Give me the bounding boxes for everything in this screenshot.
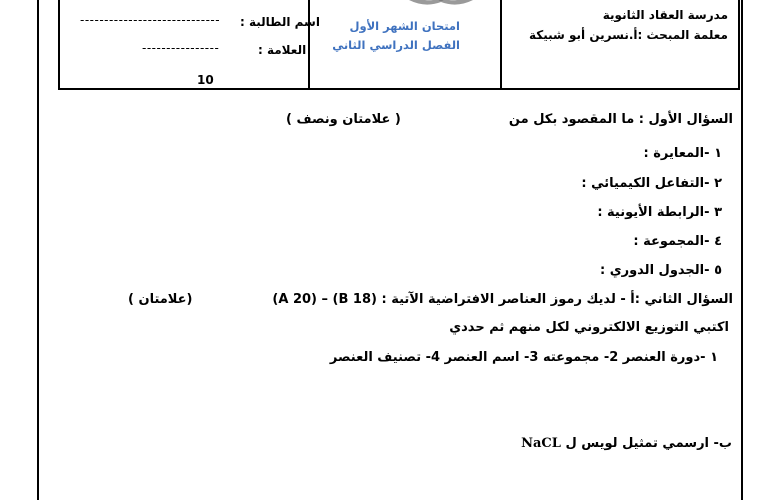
school-name: مدرسة العقاد الثانوية bbox=[602, 8, 728, 22]
q2-title bbox=[272, 292, 733, 307]
teacher-name: معلمة المبحث :أ.نسرين أبو شبيكة bbox=[528, 28, 728, 42]
header-divider-left bbox=[308, 0, 310, 88]
q2-title-text: السؤال الثاني :أ - لديك رموز العناصر الافتراضية الآتية : bbox=[381, 292, 733, 307]
q2-part-b bbox=[521, 436, 732, 451]
q1-marks: ( علامتان ونصف ) bbox=[286, 112, 401, 127]
q2-subitems-text: -دورة العنصر 2- مجموعته 3- اسم العنصر 4- تصنيف العنصر bbox=[329, 350, 706, 365]
student-name-blank: ----------------------------- bbox=[80, 13, 221, 27]
q2-subitems bbox=[330, 350, 718, 365]
q1-item bbox=[600, 263, 722, 278]
grade-blank: ---------------- bbox=[142, 41, 220, 55]
q1-title: السؤال الأول : ما المقصود بكل من bbox=[508, 112, 733, 127]
q1-item bbox=[581, 176, 722, 191]
q1-item-number: ١ bbox=[714, 146, 722, 161]
semester: الفصل الدراسي الثاني bbox=[332, 38, 460, 52]
q2-part-b-text: ب- ارسمي تمثيل لويس ل bbox=[565, 436, 732, 451]
q2-instruction: اكتبي التوزيع الالكتروني لكل منهم ثم حددي bbox=[449, 320, 729, 335]
q2-part-b-formula: NaCL bbox=[521, 436, 561, 451]
q1-item-number: ٣ bbox=[714, 205, 722, 220]
total-marks: 10 bbox=[197, 73, 214, 87]
q1-item-text: -المجموعة : bbox=[633, 234, 710, 249]
q1-item bbox=[633, 234, 722, 249]
q1-item bbox=[597, 205, 722, 220]
q2-marks: (علامتان ) bbox=[128, 292, 193, 307]
exam-title: امتحان الشهر الأول bbox=[349, 19, 460, 33]
q1-item-text: -المعايرة : bbox=[643, 146, 710, 161]
q1-item-text: -الجدول الدوري : bbox=[599, 263, 710, 278]
page-border-left bbox=[37, 0, 39, 500]
grade-label: العلامة : bbox=[258, 43, 307, 57]
q1-item-text: -التفاعل الكيميائي : bbox=[581, 176, 710, 191]
student-name-label: اسم الطالبة : bbox=[240, 15, 320, 29]
q1-item-text: -الرابطة الأيونية : bbox=[597, 205, 710, 220]
q1-item-number: ٤ bbox=[714, 234, 722, 249]
q1-item-number: ٥ bbox=[714, 263, 722, 278]
exam-header-box bbox=[58, 0, 740, 90]
header-divider-right bbox=[500, 0, 502, 88]
q1-item bbox=[643, 146, 722, 161]
school-crest-icon bbox=[405, 0, 477, 6]
q2-subitems-number: ١ bbox=[710, 350, 718, 365]
q2-elements: (A 20) – (B 18) bbox=[272, 292, 377, 307]
q1-item-number: ٢ bbox=[714, 176, 722, 191]
page-border-right bbox=[741, 0, 743, 500]
